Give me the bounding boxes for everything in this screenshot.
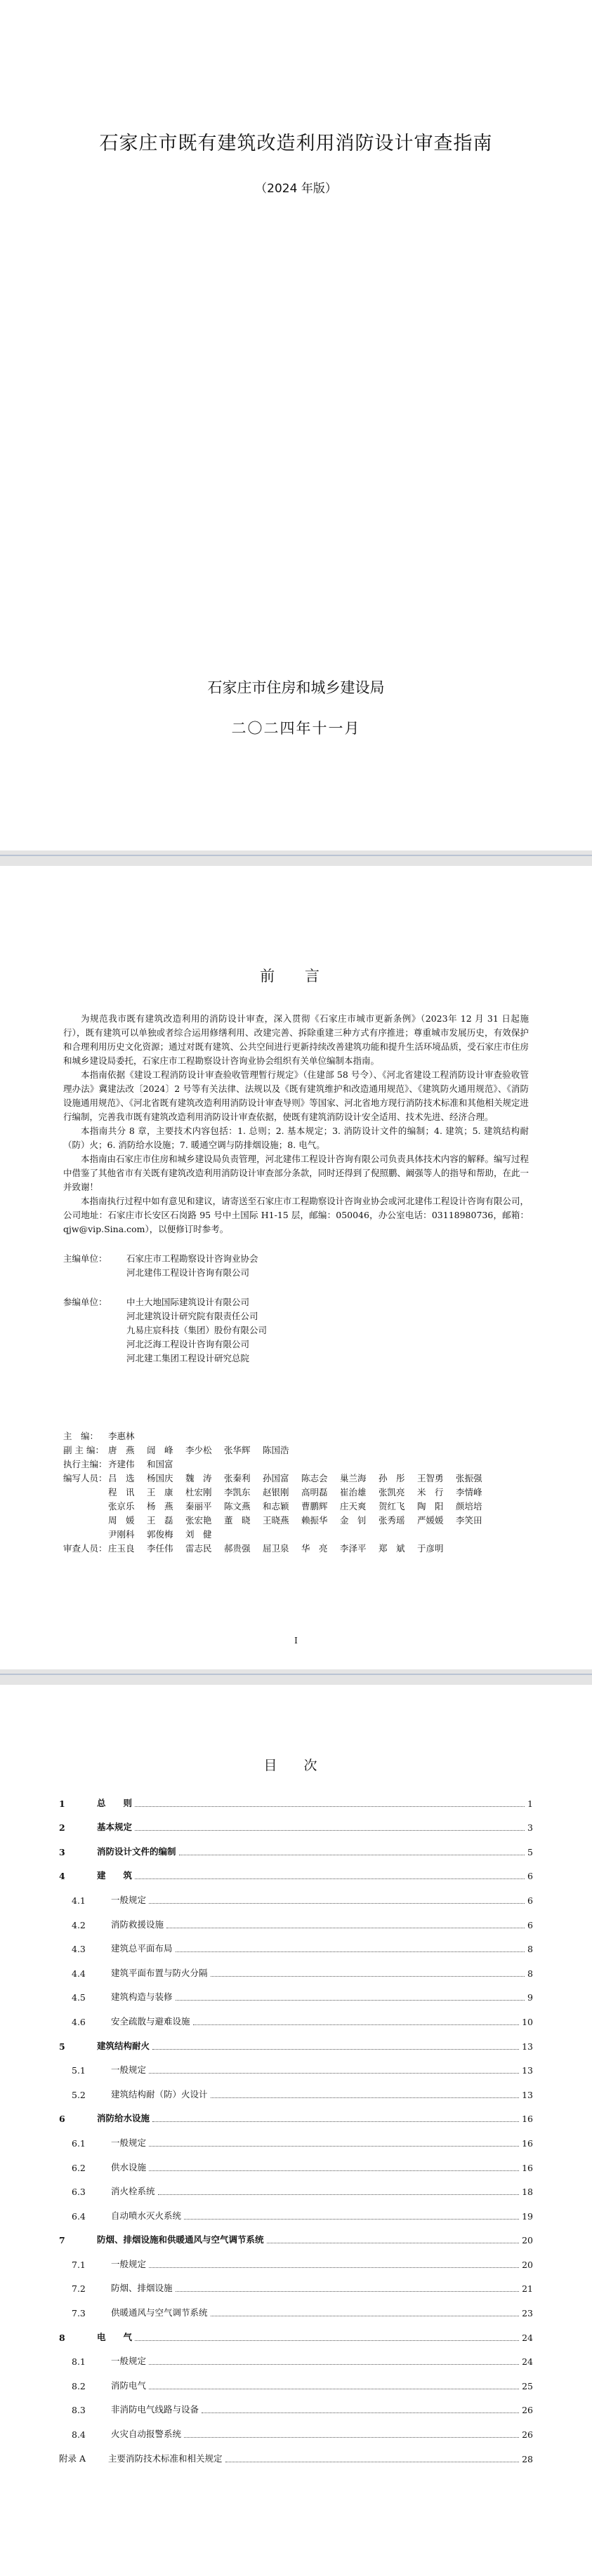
toc-entry-page: 6 — [527, 1895, 533, 1906]
toc-entry-number: 7.2 — [72, 2283, 86, 2295]
toc-entry[interactable] — [59, 1864, 533, 1889]
toc-entry-number: 5 — [59, 2041, 65, 2052]
toc-entry-number: 8.1 — [72, 2356, 86, 2368]
toc-entry-number: 7.3 — [72, 2308, 86, 2319]
toc-entry[interactable] — [59, 2422, 533, 2447]
credit-unit: 河北建筑设计研究院有限责任公司 — [126, 1311, 258, 1321]
toc-entry[interactable] — [59, 2107, 533, 2132]
toc-entry[interactable] — [59, 1961, 533, 1986]
toc-entry[interactable] — [59, 1937, 533, 1962]
toc-entry-number: 8 — [59, 2332, 65, 2343]
toc-entry-title: 消防电气 — [111, 2380, 147, 2391]
toc-entry-page: 3 — [527, 1822, 533, 1834]
toc-leader-dots — [149, 2170, 519, 2171]
toc-leader-dots — [176, 2000, 525, 2001]
toc-entry[interactable] — [59, 2034, 533, 2059]
toc-entry-title: 一般规定 — [111, 1894, 147, 1905]
foreword-paragraph: 为规范我市既有建筑改造利用的消防设计审查，深入贯彻《石家庄市城市更新条例》（2023年 12 月 31 日起施行），既有建筑可以单独或者综合运用修缮利用、改建完善、拆除重建三种方式有序推进；尊重城市发展历史，有效保护和合理利用历史文化资源；通过对既有建筑、公共空间进行更新持续改善建筑功能和提升生活环境品质，受石家庄市住房和城乡建设局委托，石家庄市工程勘察设计咨询业协会组织有关单位编制本指南。 — [63, 1013, 529, 1066]
foreword-title: 前 言 — [260, 968, 332, 985]
toc-entry-page: 13 — [522, 2041, 533, 2052]
toc-entry[interactable] — [59, 1816, 533, 1841]
toc-entry-page: 26 — [522, 2429, 533, 2441]
toc-entry-title: 防烟、排烟设施和供暖通风与空气调节系统 — [97, 2234, 264, 2245]
credit-unit: 河北泛海工程设计咨询有限公司 — [126, 1339, 250, 1349]
toc-entry[interactable] — [59, 2325, 533, 2350]
toc-entry-title: 建筑结构耐火 — [97, 2040, 150, 2051]
toc-entry-number: 4.5 — [72, 1992, 86, 2003]
people-block — [63, 1429, 529, 1556]
person-name: 李凯东 — [224, 1487, 251, 1497]
person-name: 唐 燕 — [108, 1445, 135, 1455]
toc-entry-title: 一般规定 — [111, 2356, 147, 2367]
toc-entry-title: 建筑构造与装修 — [111, 1991, 173, 2003]
cover-issuer: 石家庄市住房和城乡建设局 — [207, 679, 385, 696]
toc-entry-number: 6.2 — [72, 2162, 86, 2173]
toc-entry-title: 一般规定 — [111, 2064, 147, 2076]
person-name: 杨 燕 — [147, 1501, 173, 1511]
toc-entry-number: 3 — [59, 1846, 65, 1857]
person-name: 陈志会 — [301, 1473, 328, 1483]
person-name: 米 行 — [417, 1487, 444, 1497]
person-name: 訚 峰 — [147, 1445, 173, 1455]
person-name: 巢兰海 — [340, 1473, 367, 1483]
toc-entry-title: 供暖通风与空气调节系统 — [111, 2307, 208, 2318]
toc-leader-dots — [149, 2364, 519, 2365]
toc-entry-number: 7 — [59, 2235, 65, 2246]
toc-leader-dots — [135, 1830, 525, 1831]
toc-entry-page: 16 — [522, 2114, 533, 2125]
person-name: 李笑田 — [456, 1515, 482, 1526]
toc-entry-title: 消防救援设施 — [111, 1918, 164, 1930]
toc-entry-number: 4.2 — [72, 1919, 86, 1930]
toc-entry[interactable] — [59, 1791, 533, 1816]
toc-entry[interactable] — [59, 2204, 533, 2229]
toc-entry-number: 5.1 — [72, 2065, 86, 2076]
foreword-paragraph: 本指南依据《建设工程消防设计审查验收管理暂行规定》（住建部 58 号令）、《河北省建设工程消防设计审查验收管理办法》冀建法改〔2024〕2 号等有关法律、法规以及《既有建筑维护和改造通用规范》、《建筑防火通用规范》、《消防设施通用规范》、《河北省既有建筑改造利用消防设计审查导则》等国家、河北省地方现行消防技术标准和其他相关规定进行编制，完善我市既有建筑改造利用消防设计审查依据，使既有建筑消防设计安全适用、技术先进、经济合理。 — [63, 1069, 529, 1122]
cover-edition: （2024 年版） — [255, 182, 337, 196]
toc-entry[interactable] — [59, 2301, 533, 2325]
toc-entry-number: 4.6 — [72, 2016, 86, 2027]
toc-entry-page: 9 — [527, 1992, 533, 2003]
person-name: 王晓燕 — [263, 1515, 289, 1526]
person-name: 屈卫泉 — [263, 1543, 289, 1554]
person-name: 和志颖 — [263, 1501, 289, 1511]
page-separator — [0, 1669, 592, 1685]
toc-leader-dots — [152, 2049, 519, 2050]
toc-entry-title: 主要消防技术标准和相关规定 — [108, 2452, 223, 2464]
toc-leader-dots — [152, 2121, 519, 2122]
chief-editor-units — [63, 1252, 529, 1280]
person-name: 王智勇 — [417, 1473, 444, 1483]
person-name: 孙 彤 — [379, 1473, 405, 1483]
toc-entry[interactable] — [59, 1888, 533, 1913]
credit-unit: 石家庄市工程勘察设计咨询业协会 — [126, 1253, 258, 1264]
person-name: 李任伟 — [147, 1543, 173, 1554]
toc-entry-number: 附录 A — [59, 2452, 86, 2464]
person-name: 张京乐 — [108, 1501, 135, 1511]
toc-entry-page: 16 — [522, 2137, 533, 2149]
people-label: 执行主编： — [63, 1459, 107, 1469]
credit-unit: 中土大地国际建筑设计有限公司 — [126, 1297, 250, 1307]
toc-entry[interactable] — [59, 2059, 533, 2083]
toc-entry-page: 25 — [522, 2380, 533, 2391]
person-name: 董 晓 — [224, 1515, 251, 1526]
person-name: 李泽平 — [340, 1543, 367, 1554]
person-name: 周 媛 — [108, 1515, 135, 1526]
person-name: 齐建伟 — [108, 1459, 135, 1469]
credit-label: 主编单位： — [63, 1253, 107, 1264]
person-name: 陈国浩 — [263, 1445, 289, 1455]
toc-entry-title: 防烟、排烟设施 — [111, 2283, 173, 2294]
toc-leader-dots — [158, 2194, 520, 2195]
toc-leader-dots — [135, 1878, 525, 1879]
toc-entry-title: 自动喷水灭火系统 — [111, 2210, 182, 2221]
person-name: 陈文燕 — [224, 1501, 251, 1511]
toc-entry-number: 2 — [59, 1822, 65, 1834]
person-name: 张秀瑶 — [379, 1515, 405, 1526]
toc-entry-number: 8.3 — [72, 2405, 86, 2416]
toc-entry-title: 基本规定 — [97, 1822, 133, 1833]
people-label: 主 编： — [63, 1431, 99, 1441]
toc-entry-number: 1 — [59, 1798, 65, 1809]
people-row — [63, 1429, 529, 1443]
toc-entry-page: 19 — [522, 2210, 533, 2222]
toc-entry[interactable] — [59, 2131, 533, 2156]
person-name: 张宏艳 — [185, 1515, 212, 1526]
person-name: 李情峰 — [456, 1487, 482, 1497]
toc-entry-number: 4.1 — [72, 1895, 86, 1906]
toc-leader-dots — [176, 2291, 520, 2292]
toc-entry[interactable] — [59, 2447, 533, 2471]
person-name: 尹刚科 — [108, 1529, 135, 1540]
person-name: 王 磊 — [147, 1515, 173, 1526]
toc-entry-page: 20 — [522, 2259, 533, 2270]
toc-entry-page: 1 — [527, 1798, 533, 1809]
people-row — [63, 1443, 529, 1457]
toc-entry-page: 24 — [522, 2332, 533, 2343]
foreword-paragraph: 本指南由石家庄市住房和城乡建设局负责管理，河北建伟工程设计咨询有限公司负责具体技术内容的解释。编写过程中借鉴了其他省市有关既有建筑改造利用消防设计审查部分条款，同时还得到了倪照鹏、阚强等人的指导和帮助，在此一并致谢！ — [63, 1154, 529, 1192]
people-row — [63, 1457, 529, 1471]
toc-entry-page: 5 — [527, 1846, 533, 1857]
toc-entry[interactable] — [59, 2253, 533, 2277]
person-name: 赖振华 — [301, 1515, 328, 1526]
toc-entry-number: 6 — [59, 2114, 65, 2125]
person-name: 和国富 — [147, 1459, 173, 1469]
toc-entry-page: 20 — [522, 2235, 533, 2246]
person-name: 吕 选 — [108, 1473, 135, 1483]
toc-entry[interactable] — [59, 2156, 533, 2180]
toc-entry[interactable] — [59, 2180, 533, 2205]
credit-unit: 河北建工集团工程设计研究总院 — [126, 1353, 250, 1363]
foreword-paragraph: 本指南执行过程中如有意见和建议，请寄送至石家庄市工程勘察设计咨询业协会或河北建伟工程设计咨询有限公司，公司地址：石家庄市长安区石岗路 95 号中土国际 H1-15 层，邮编：050046，办公室电话：03118980736，邮箱：qjw@vip.Sina.com），以便修订时参考。 — [63, 1196, 529, 1234]
people-label: 副 主 编： — [63, 1445, 104, 1455]
page-number: I — [294, 1636, 298, 1646]
person-name: 庄玉良 — [108, 1543, 135, 1554]
credit-label: 参编单位： — [63, 1297, 107, 1307]
toc-entry-title: 建筑平面布置与防火分隔 — [111, 1967, 208, 1978]
person-name: 杨国庆 — [147, 1473, 173, 1483]
person-name: 金 钊 — [340, 1515, 367, 1526]
cover-page — [0, 0, 592, 850]
toc-leader-dots — [193, 2024, 520, 2025]
person-name: 雷志民 — [185, 1543, 212, 1554]
person-name: 张华辉 — [224, 1445, 251, 1455]
toc-entry-number: 8.4 — [72, 2429, 86, 2441]
person-name: 郑 斌 — [379, 1543, 405, 1554]
toc-entry[interactable] — [59, 2398, 533, 2423]
toc-entry-title: 一般规定 — [111, 2137, 147, 2148]
page-separator — [0, 850, 592, 866]
person-name: 王 康 — [147, 1487, 173, 1497]
toc-entry-page: 16 — [522, 2162, 533, 2173]
toc-entry-title: 安全疏散与避难设施 — [111, 2015, 190, 2027]
toc-page — [0, 1685, 592, 2576]
toc-leader-dots — [211, 2097, 520, 2098]
toc-entry-number: 4.3 — [72, 1944, 86, 1955]
person-name: 李少松 — [185, 1445, 212, 1455]
toc-entry-number: 7.1 — [72, 2259, 86, 2270]
toc-entry[interactable] — [59, 2350, 533, 2375]
toc-entry-page: 28 — [522, 2453, 533, 2464]
credit-unit: 九易庄宸科技（集团）股份有限公司 — [126, 1325, 268, 1335]
toc-entry[interactable] — [59, 1913, 533, 1937]
toc-entry[interactable] — [59, 2010, 533, 2034]
toc-entry-page: 24 — [522, 2356, 533, 2368]
toc-leader-dots — [135, 1806, 525, 1807]
toc-entry-title: 消防设计文件的编制 — [97, 1846, 176, 1857]
person-name: 张振强 — [456, 1473, 482, 1483]
toc-entry-number: 6.1 — [72, 2137, 86, 2149]
person-name: 陶 阳 — [417, 1501, 444, 1511]
person-name: 贺红飞 — [379, 1501, 405, 1511]
participating-units — [63, 1295, 529, 1366]
toc-list — [59, 1791, 533, 2471]
toc-entry-number: 4.4 — [72, 1968, 86, 1979]
toc-entry-number: 6.4 — [72, 2210, 86, 2222]
toc-entry-page: 10 — [522, 2016, 533, 2027]
person-name: 赵银刚 — [263, 1487, 289, 1497]
toc-leader-dots — [176, 1951, 525, 1952]
person-name: 严媛媛 — [417, 1515, 444, 1526]
toc-entry-page: 21 — [522, 2283, 533, 2295]
toc-entry-page: 8 — [527, 1944, 533, 1955]
toc-entry[interactable] — [59, 2374, 533, 2398]
person-name: 刘 健 — [185, 1529, 212, 1540]
toc-entry-page: 13 — [522, 2065, 533, 2076]
person-name: 孙国富 — [263, 1473, 289, 1483]
toc-entry-title: 建筑总平面布局 — [111, 1943, 173, 1954]
toc-leader-dots — [135, 2340, 519, 2341]
toc-leader-dots — [149, 2146, 519, 2147]
foreword-paragraph: 本指南共分 8 章，主要技术内容包括：1. 总则；2. 基本规定；3. 消防设计文件的编制；4. 建筑；5. 建筑结构耐（防）火；6. 消防给水设施；7. 暖通空调与防排烟设施；8. 电气。 — [63, 1126, 529, 1150]
toc-entry[interactable] — [59, 2277, 533, 2302]
toc-entry-number: 4 — [59, 1871, 65, 1882]
person-name: 于彦明 — [417, 1543, 444, 1554]
person-name: 庄天爽 — [340, 1501, 367, 1511]
toc-title: 目 次 — [263, 1758, 329, 1773]
toc-entry-number: 6.3 — [72, 2187, 86, 2198]
person-name: 秦丽平 — [185, 1501, 212, 1511]
credit-unit: 河北建伟工程设计咨询有限公司 — [126, 1267, 250, 1278]
toc-entry-page: 13 — [522, 2089, 533, 2100]
foreword-page — [0, 866, 592, 1669]
toc-entry-title: 一般规定 — [111, 2258, 147, 2269]
toc-entry-page: 18 — [522, 2187, 533, 2198]
people-row — [63, 1471, 529, 1542]
toc-entry-title: 供水设施 — [111, 2161, 147, 2173]
person-name: 张秦利 — [224, 1473, 251, 1483]
toc-entry[interactable] — [59, 2229, 533, 2253]
toc-entry-number: 8.2 — [72, 2380, 86, 2391]
people-label: 审查人员： — [63, 1543, 107, 1554]
toc-entry-title: 非消防电气线路与设备 — [111, 2404, 199, 2415]
cover-title: 石家庄市既有建筑改造利用消防设计审查指南 — [99, 133, 493, 154]
person-name: 崔治雄 — [340, 1487, 367, 1497]
credits-block — [63, 1252, 529, 1366]
person-name: 程 讯 — [108, 1487, 135, 1497]
person-name: 郝贵强 — [224, 1543, 251, 1554]
toc-leader-dots — [211, 1976, 525, 1977]
person-name: 李惠林 — [108, 1431, 135, 1441]
person-name: 郭俊梅 — [147, 1529, 173, 1540]
people-row — [63, 1542, 529, 1556]
person-name: 华 亮 — [301, 1543, 328, 1554]
person-name: 曹鹏辉 — [301, 1501, 328, 1511]
toc-leader-dots — [149, 1903, 525, 1904]
people-label: 编写人员： — [63, 1473, 107, 1483]
toc-entry-title: 火灾自动报警系统 — [111, 2429, 182, 2440]
person-name: 张凯亮 — [379, 1487, 405, 1497]
toc-leader-dots — [184, 2219, 519, 2220]
toc-leader-dots — [149, 2073, 519, 2074]
toc-entry-number: 5.2 — [72, 2089, 86, 2100]
person-name: 颜培培 — [456, 1501, 482, 1511]
toc-entry-title: 消防给水设施 — [97, 2113, 150, 2124]
person-name: 杜宏刚 — [185, 1487, 212, 1497]
toc-entry-page: 6 — [527, 1871, 533, 1882]
toc-entry[interactable] — [59, 1986, 533, 2010]
foreword-body — [63, 1012, 529, 1236]
person-name: 高明磊 — [301, 1487, 328, 1497]
person-name: 魏 涛 — [185, 1473, 212, 1483]
toc-leader-dots — [149, 2267, 519, 2268]
toc-entry[interactable] — [59, 1840, 533, 1864]
toc-entry-page: 6 — [527, 1919, 533, 1930]
toc-entry-title: 消火栓系统 — [111, 2186, 155, 2197]
cover-date: 二〇二四年十一月 — [231, 720, 361, 737]
toc-leader-dots — [184, 2437, 519, 2438]
toc-entry-title: 建 筑 — [97, 1870, 133, 1881]
toc-entry-page: 8 — [527, 1968, 533, 1979]
toc-entry-page: 26 — [522, 2405, 533, 2416]
toc-entry-title: 电 气 — [97, 2331, 133, 2342]
toc-entry-page: 23 — [522, 2308, 533, 2319]
toc-entry[interactable] — [59, 2083, 533, 2107]
toc-entry-title: 总 则 — [97, 1797, 133, 1808]
toc-entry-title: 建筑结构耐（防）火设计 — [111, 2088, 208, 2100]
